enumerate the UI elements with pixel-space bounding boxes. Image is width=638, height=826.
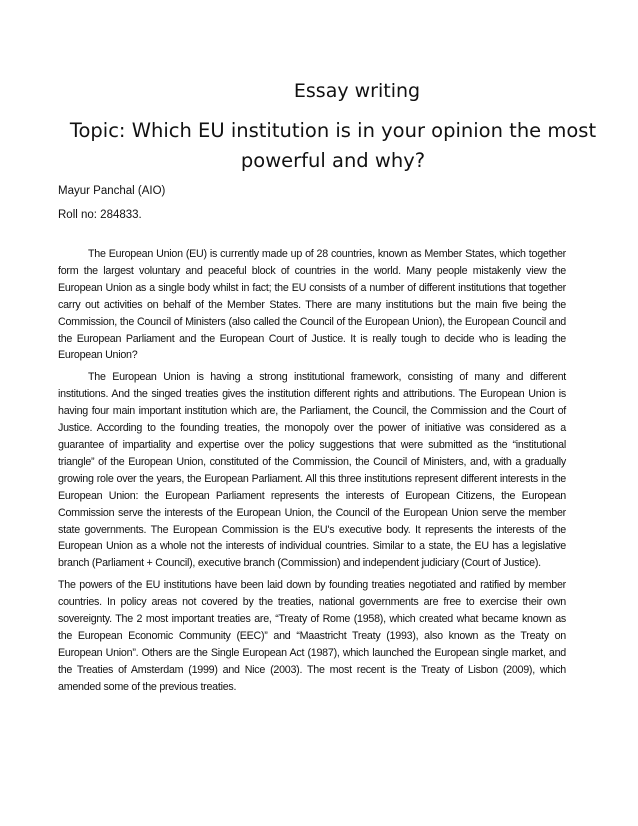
paragraph-3: The powers of the EU institutions have been laid down by founding treaties negotiated and ratified by member countries. In policy areas not covered by the treaties, national governments are free to exercise their own sovereignty. The 2 most important treaties are, “Treaty of Rome (1958), which created what became known as the European Economic Community (EEC)” and “Maastricht Treaty (1993), also known as the Treaty on European Union”. Others are the Single European Act (1987), which launched the European single market, and the Treaties of Amsterdam (1999) and Nice (2003). The most recent is the Treaty of Lisbon (2009), which amended some of the previous treaties. bbox=[58, 579, 566, 693]
author-name: Mayur Panchal (AIO) bbox=[58, 185, 166, 197]
roll-number: Roll no: 284833. bbox=[58, 209, 142, 221]
essay-title: Essay writing bbox=[293, 80, 421, 102]
paragraph-2: The European Union is having a strong institutional framework, consisting of many and different institutions. And the singed treaties gives the institution different rights and attributions. The European Union is having four main important institution which are, the Parliament, the Council, the Commission and the Court of Justice. According to the founding treaties, the monopoly over the power of initiative was considered as a guarantee of impartiality and expertise over the policy suggestions that were submitted as the “institutional triangle” of the European Union, constituted of the Commission, the Council of Ministers, and, with a gradually growing role over the years, the European Parliament. All this three institutions represent different interests in the European Union: the European Parliament represents the interests of European Citizens, the European Commission serve the interests of the European Union, the Council of the European Union serve the member state governments. The European Commission is the EU's executive body. It represents the interests of the European Union as a whole not the interests of individual countries. Similar to a state, the EU has a legislative branch (Parliament + Council), executive branch (Commission) and independent judiciary (Court of Justice). bbox=[58, 371, 566, 570]
essay-topic: Topic: Which EU institution is in your opinion the most powerful and why? bbox=[69, 119, 597, 172]
paragraph-1: The European Union (EU) is currently made up of 28 countries, known as Member States, which together form the largest voluntary and peaceful block of countries in the world. Many people mistakenly view the European Union as a single body whilst in fact; the EU consists of a number of different institutions that together carry out activities on behalf of the Member States. There are many institutions but the main five being the Commission, the Council of Ministers (also called the Council of the European Union), the European Council and the European Parliament and the European Court of Justice. It is really tough to decide who is leading the European Union? bbox=[58, 248, 566, 362]
essay-body bbox=[58, 246, 566, 701]
